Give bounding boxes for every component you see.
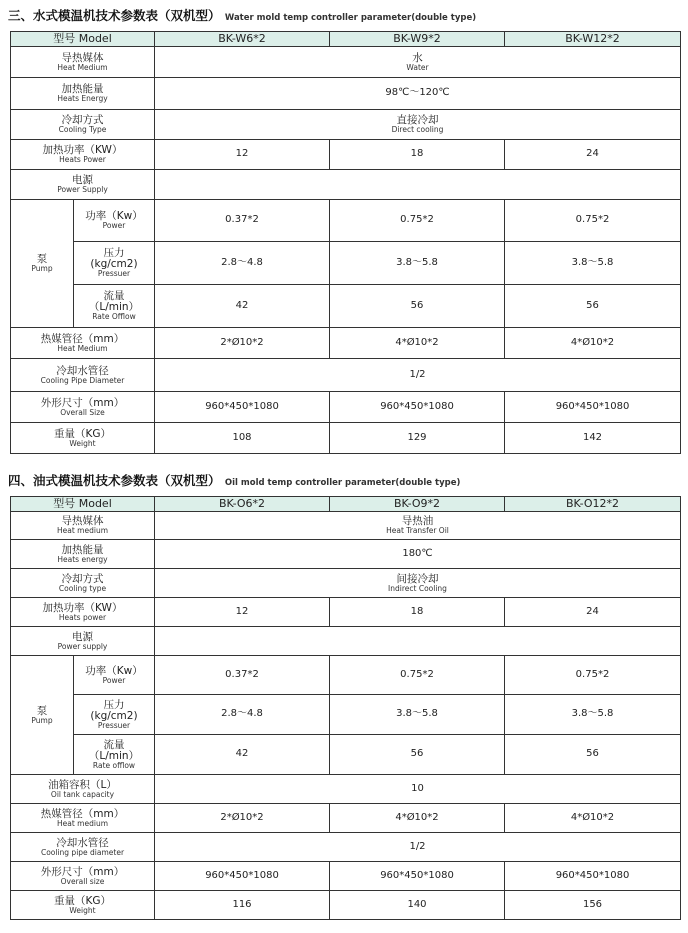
- row-label: 冷却方式 Cooling type: [11, 569, 155, 598]
- row-label: 功率（Kw） Power: [74, 656, 155, 695]
- section3-title-en: Water mold temp controller parameter(double type): [224, 13, 477, 23]
- row-label: 导热媒体 Heat Medium: [11, 47, 155, 78]
- oil-spec-table: [10, 496, 681, 920]
- table-row: [11, 598, 681, 627]
- table-row: [11, 512, 681, 540]
- row-label: 流量 （L/min） Rate offlow: [74, 735, 155, 775]
- table-row: [11, 328, 681, 359]
- section4-title: [8, 471, 460, 489]
- cell-value: 12: [155, 140, 330, 170]
- cell-value: 2*Ø10*2: [155, 328, 330, 359]
- table-row: [11, 627, 681, 656]
- row-value-empty: [155, 627, 681, 656]
- table-row: [11, 891, 681, 920]
- cell-value: 4*Ø10*2: [330, 328, 505, 359]
- row-value-empty: [155, 170, 681, 200]
- cell-value: 116: [155, 891, 330, 920]
- table-row: [11, 170, 681, 200]
- cell-value: 4*Ø10*2: [505, 328, 681, 359]
- cell-value: 156: [505, 891, 681, 920]
- row-label: 电源 Power Supply: [11, 170, 155, 200]
- cell-value: 24: [505, 140, 681, 170]
- cell-value: 960*450*1080: [505, 862, 681, 891]
- table-row: [11, 285, 681, 328]
- model-name: BK-O12*2: [505, 497, 681, 512]
- table-row: [11, 695, 681, 735]
- cell-value: 0.37*2: [155, 200, 330, 242]
- cell-value: 3.8～5.8: [330, 695, 505, 735]
- row-label: 冷却水管径 Cooling Pipe Diameter: [11, 359, 155, 392]
- row-value: 98℃～120℃: [155, 78, 681, 110]
- cell-value: 129: [330, 423, 505, 454]
- cell-value: 56: [505, 285, 681, 328]
- table-row: [11, 359, 681, 392]
- row-label: 功率（Kw） Power: [74, 200, 155, 242]
- table-row: [11, 47, 681, 78]
- row-label: 导热媒体 Heat medium: [11, 512, 155, 540]
- cell-value: 3.8～5.8: [505, 242, 681, 285]
- model-header: 型号 Model: [11, 497, 155, 512]
- row-value: 1/2: [155, 359, 681, 392]
- cell-value: 960*450*1080: [155, 392, 330, 423]
- table-row: [11, 392, 681, 423]
- table-row: [11, 569, 681, 598]
- row-value: 10: [155, 775, 681, 804]
- model-name: BK-W9*2: [330, 32, 505, 47]
- pump-label: 泵 Pump: [11, 656, 74, 775]
- water-spec-table: [10, 31, 681, 454]
- section4-title-cn: 四、油式模温机技术参数表（双机型）: [8, 473, 221, 488]
- row-label: 加热功率（KW） Heats power: [11, 598, 155, 627]
- cell-value: 960*450*1080: [330, 862, 505, 891]
- table-header-row: [11, 497, 681, 512]
- row-value: 水 Water: [155, 47, 681, 78]
- row-label: 重量（KG） Weight: [11, 423, 155, 454]
- table-row: [11, 78, 681, 110]
- table-row: [11, 775, 681, 804]
- row-label: 重量（KG） Weight: [11, 891, 155, 920]
- cell-value: 0.75*2: [505, 656, 681, 695]
- cell-value: 2.8～4.8: [155, 695, 330, 735]
- section4-title-en: Oil mold temp controller parameter(double type): [224, 478, 461, 488]
- section3-title-cn: 三、水式模温机技术参数表（双机型）: [8, 8, 221, 23]
- table-row: [11, 540, 681, 569]
- row-label: 压力 (kg/cm2) Pressuer: [74, 242, 155, 285]
- cell-value: 4*Ø10*2: [330, 804, 505, 833]
- table-header-row: [11, 32, 681, 47]
- table-row: [11, 242, 681, 285]
- table-row: [11, 423, 681, 454]
- model-name: BK-W12*2: [505, 32, 681, 47]
- cell-value: 3.8～5.8: [330, 242, 505, 285]
- table-row: [11, 656, 681, 695]
- row-label: 压力 (kg/cm2) Pressuer: [74, 695, 155, 735]
- row-label: 流量 （L/min） Rate Offlow: [74, 285, 155, 328]
- row-label: 热媒管径（mm） Heat medium: [11, 804, 155, 833]
- row-label: 加热能量 Heats energy: [11, 540, 155, 569]
- table-row: [11, 140, 681, 170]
- row-value: 间接冷却 Indirect Cooling: [155, 569, 681, 598]
- cell-value: 2.8～4.8: [155, 242, 330, 285]
- cell-value: 0.75*2: [330, 200, 505, 242]
- row-value: 1/2: [155, 833, 681, 862]
- table-row: [11, 110, 681, 140]
- model-header: 型号 Model: [11, 32, 155, 47]
- cell-value: 2*Ø10*2: [155, 804, 330, 833]
- row-label: 加热功率（KW） Heats Power: [11, 140, 155, 170]
- row-label: 外形尺寸（mm） Overall size: [11, 862, 155, 891]
- cell-value: 18: [330, 140, 505, 170]
- row-label: 电源 Power supply: [11, 627, 155, 656]
- row-label: 冷却方式 Cooling Type: [11, 110, 155, 140]
- cell-value: 18: [330, 598, 505, 627]
- cell-value: 42: [155, 285, 330, 328]
- cell-value: 24: [505, 598, 681, 627]
- cell-value: 4*Ø10*2: [505, 804, 681, 833]
- cell-value: 42: [155, 735, 330, 775]
- table-row: [11, 200, 681, 242]
- cell-value: 56: [330, 735, 505, 775]
- row-label: 热媒管径（mm） Heat Medium: [11, 328, 155, 359]
- pump-label: 泵 Pump: [11, 200, 74, 328]
- row-label: 外形尺寸（mm） Overall Size: [11, 392, 155, 423]
- model-name: BK-O6*2: [155, 497, 330, 512]
- cell-value: 12: [155, 598, 330, 627]
- cell-value: 56: [505, 735, 681, 775]
- table-row: [11, 735, 681, 775]
- cell-value: 140: [330, 891, 505, 920]
- cell-value: 0.75*2: [330, 656, 505, 695]
- cell-value: 108: [155, 423, 330, 454]
- table-row: [11, 804, 681, 833]
- model-name: BK-O9*2: [330, 497, 505, 512]
- cell-value: 960*450*1080: [330, 392, 505, 423]
- cell-value: 56: [330, 285, 505, 328]
- cell-value: 0.75*2: [505, 200, 681, 242]
- cell-value: 0.37*2: [155, 656, 330, 695]
- row-value: 直接冷却 Direct cooling: [155, 110, 681, 140]
- cell-value: 960*450*1080: [505, 392, 681, 423]
- row-value: 180℃: [155, 540, 681, 569]
- table-row: [11, 862, 681, 891]
- row-value: 导热油 Heat Transfer Oil: [155, 512, 681, 540]
- row-label: 冷却水管径 Cooling pipe diameter: [11, 833, 155, 862]
- cell-value: 142: [505, 423, 681, 454]
- table-row: [11, 833, 681, 862]
- cell-value: 3.8～5.8: [505, 695, 681, 735]
- row-label: 油箱容积（L） Oil tank capacity: [11, 775, 155, 804]
- section3-title: [8, 6, 476, 24]
- model-name: BK-W6*2: [155, 32, 330, 47]
- row-label: 加热能量 Heats Energy: [11, 78, 155, 110]
- cell-value: 960*450*1080: [155, 862, 330, 891]
